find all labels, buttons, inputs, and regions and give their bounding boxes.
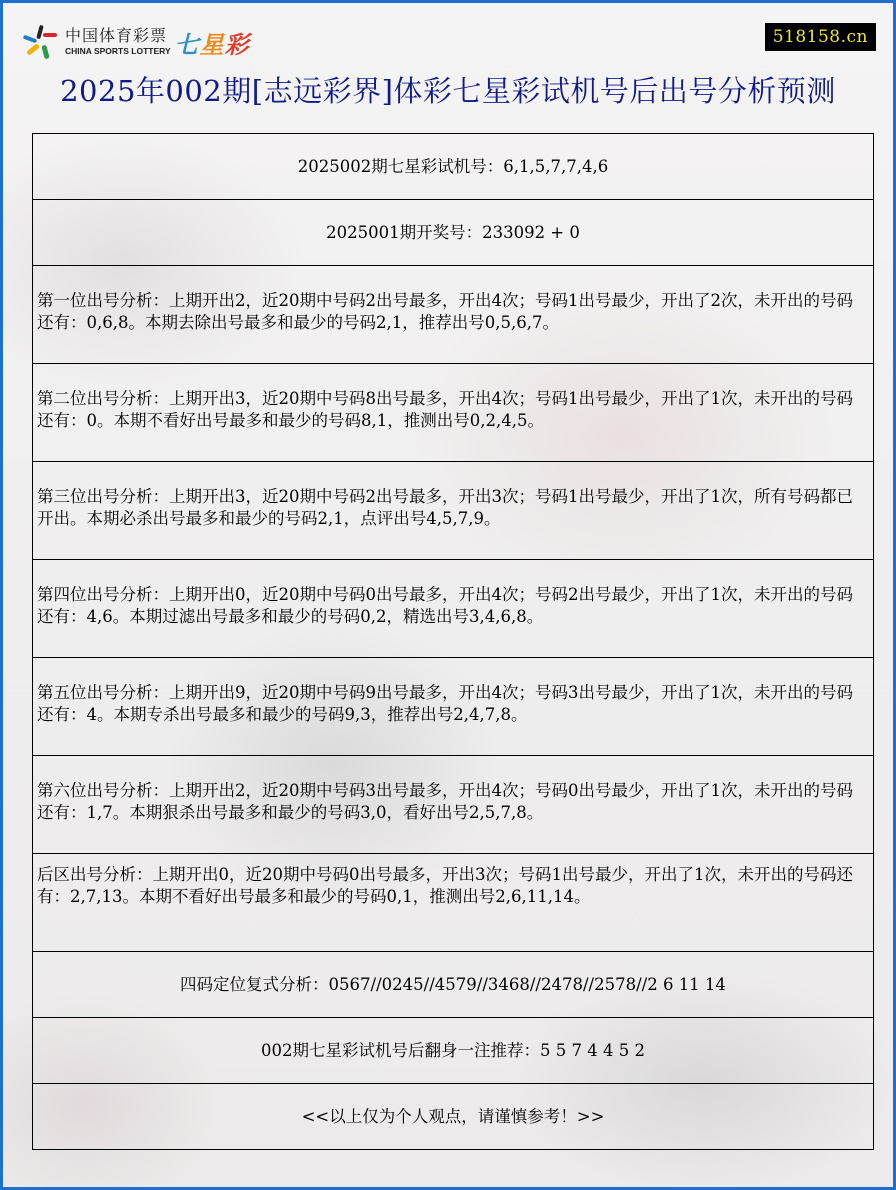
previous-draw-cell: 2025001期开奖号：233092 + 0	[33, 200, 874, 266]
trial-number-cell: 2025002期七星彩试机号：6,1,5,7,7,4,6	[33, 134, 874, 200]
site-domain-badge: 518158.cn	[765, 23, 876, 51]
position-2-analysis-cell: 第二位出号分析：上期开出3，近20期中号码8出号最多，开出4次；号码1出号最少，开出了1次，未开出的号码还有：0。本期不看好出号最多和最少的号码8,1，推测出号0,2,4,5。	[33, 364, 874, 462]
china-sports-lottery-logo	[21, 21, 250, 63]
single-bet-recommendation-cell: 002期七星彩试机号后翻身一注推荐：5 5 7 4 4 5 2	[33, 1018, 874, 1084]
disclaimer-cell: <<以上仅为个人观点，请谨慎参考！>>	[33, 1084, 874, 1150]
analysis-table	[32, 133, 874, 1150]
game-name-logo	[175, 25, 250, 60]
back-zone-analysis-row	[33, 854, 874, 952]
page-title: 2025年002期[志远彩界]体彩七星彩试机号后出号分析预测	[60, 74, 836, 108]
position-1-analysis-cell: 第一位出号分析：上期开出2，近20期中号码2出号最多，开出4次；号码1出号最少，开出了2次，未开出的号码还有：0,6,8。本期去除出号最多和最少的号码2,1，推荐出号0,5,6,7。	[33, 266, 874, 364]
position-3-analysis-row	[33, 462, 874, 560]
four-code-compound-row	[33, 952, 874, 1018]
single-bet-recommendation-row	[33, 1018, 874, 1084]
trial-number-row	[33, 134, 874, 200]
disclaimer-row	[33, 1084, 874, 1150]
position-6-analysis-row	[33, 756, 874, 854]
position-4-analysis-row	[33, 560, 874, 658]
logo-cn-text: 中国体育彩票	[65, 26, 168, 46]
position-5-analysis-row	[33, 658, 874, 756]
lottery-star-logo-icon	[21, 23, 59, 61]
position-6-analysis-cell: 第六位出号分析：上期开出2，近20期中号码3出号最多，开出4次；号码0出号最少，开出了1次，未开出的号码还有：1,7。本期狠杀出号最多和最少的号码3,0，看好出号2,5,7,8。	[33, 756, 874, 854]
four-code-compound-cell: 四码定位复式分析：0567//0245//4579//3468//2478//2578//2 6 11 14	[33, 952, 874, 1018]
back-zone-analysis-cell: 后区出号分析：上期开出0，近20期中号码0出号最多，开出3次；号码1出号最少，开出了1次，未开出的号码还有：2,7,13。本期不看好出号最多和最少的号码0,1，推测出号2,6,11,14。	[33, 854, 874, 952]
game-name-char: 七	[174, 30, 200, 59]
game-name-char: 彩	[224, 30, 250, 59]
position-2-analysis-row	[33, 364, 874, 462]
position-5-analysis-cell: 第五位出号分析：上期开出9，近20期中号码9出号最多，开出4次；号码3出号最少，开出了1次，未开出的号码还有：4。本期专杀出号最多和最少的号码9,3，推荐出号2,4,7,8。	[33, 658, 874, 756]
logo-text	[65, 28, 171, 56]
logo-en-text: CHINA SPORTS LOTTERY	[65, 46, 171, 57]
position-3-analysis-cell: 第三位出号分析：上期开出3，近20期中号码2出号最多，开出3次；号码1出号最少，开出了1次，所有号码都已开出。本期必杀出号最多和最少的号码2,1，点评出号4,5,7,9。	[33, 462, 874, 560]
position-4-analysis-cell: 第四位出号分析：上期开出0，近20期中号码0出号最多，开出4次；号码2出号最少，开出了1次，未开出的号码还有：4,6。本期过滤出号最多和最少的号码0,2，精选出号3,4,6,8。	[33, 560, 874, 658]
position-1-analysis-row	[33, 266, 874, 364]
game-name-char: 星	[199, 30, 225, 59]
previous-draw-row	[33, 200, 874, 266]
